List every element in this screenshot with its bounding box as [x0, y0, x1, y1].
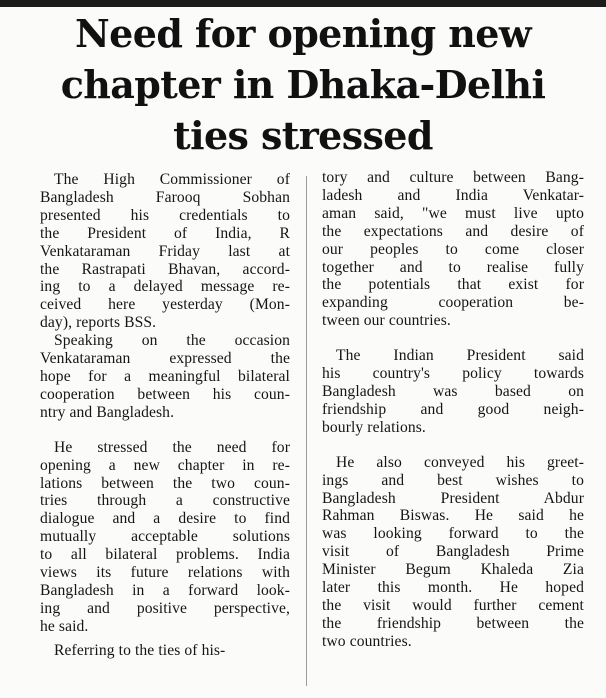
text-line: He also conveyed his greet-: [336, 453, 584, 471]
paragraph-occasion: [40, 332, 290, 422]
text-line: the expectations and desire of: [322, 222, 584, 240]
paragraph-history-culture: [322, 169, 584, 330]
text-line: day), reports BSS.: [40, 314, 157, 332]
text-line: He stressed the need for: [54, 438, 290, 456]
text-line: Bangladesh President Abdur: [322, 489, 584, 507]
text-line: dialogue and a desire to find: [40, 510, 290, 528]
text-line: Bangladesh Farooq Sobhan: [40, 188, 290, 206]
paragraph-policy: [322, 347, 584, 437]
text-line: later this month. He hoped: [322, 579, 584, 597]
paragraph-gap: [322, 330, 584, 347]
text-line: the Rastrapati Bhavan, accord-: [40, 260, 290, 278]
text-line: tween our countries.: [322, 312, 451, 330]
text-line: ntry and Bangladesh.: [40, 403, 175, 421]
text-line: to all bilateral problems. India: [40, 546, 290, 564]
text-line: ing and positive perspective,: [40, 599, 290, 617]
text-line: the President of India, R: [40, 224, 290, 242]
text-line: the visit would further cement: [322, 596, 584, 614]
text-line: was looking forward to the: [322, 525, 584, 543]
text-line: the friendship between the: [322, 614, 584, 632]
headline-line: Need for opening new: [75, 11, 531, 56]
text-line: tory and culture between Bang-: [322, 169, 584, 186]
paragraph-greetings: [322, 454, 584, 651]
text-line: ings and best wishes to: [322, 471, 584, 489]
text-line: he said.: [40, 617, 89, 635]
left-column: [40, 171, 290, 660]
headline-line: chapter in Dhaka-Delhi: [60, 62, 546, 107]
text-line: Speaking on the occasion: [54, 332, 290, 350]
text-line: Bangladesh in a forward look-: [40, 581, 290, 599]
text-line: bourly relations.: [322, 418, 426, 436]
text-line: presented his credentials to: [40, 206, 290, 224]
text-line: tries through a constructive: [40, 492, 290, 510]
headline: [0, 8, 606, 161]
text-line: lations between the two coun-: [40, 474, 290, 492]
right-column: [322, 169, 584, 651]
text-line: the potentials that exist for: [322, 276, 584, 294]
text-line: hope for a meaningful bilateral: [40, 367, 290, 385]
text-line: Venkataraman expressed the: [40, 350, 290, 368]
text-line: Bangladesh was based on: [322, 382, 584, 400]
text-line: Minister Begum Khaleda Zia: [322, 561, 584, 579]
paragraph-new-chapter: [40, 439, 290, 636]
text-line: cooperation between his coun-: [40, 385, 290, 403]
text-line: Rahman Biswas. He said he: [322, 507, 584, 525]
paragraph-gap: [40, 422, 290, 439]
headline-line: ties stressed: [173, 113, 433, 158]
text-line: visit of Bangladesh Prime: [322, 543, 584, 561]
paragraph-gap: [322, 437, 584, 454]
column-divider: [306, 176, 307, 686]
text-line: ceived here yesterday (Mon-: [40, 296, 290, 314]
text-line: The Indian President said: [336, 347, 584, 365]
text-line: aman said, "we must live upto: [322, 204, 584, 222]
text-line: Referring to the ties of his-: [54, 641, 226, 659]
text-line: our peoples to come closer: [322, 240, 584, 258]
text-line: The High Commissioner of: [54, 171, 290, 188]
text-line: two countries.: [322, 632, 412, 650]
text-line: expanding cooperation be-: [322, 294, 584, 312]
text-line: ing to a delayed message re-: [40, 278, 290, 296]
paragraph-referring: [40, 642, 290, 660]
text-line: ladesh and India Venkatar-: [322, 186, 584, 204]
text-line: opening a new chapter in re-: [40, 456, 290, 474]
paragraph-credentials: [40, 171, 290, 332]
text-line: together and to realise fully: [322, 258, 584, 276]
text-line: views its future relations with: [40, 564, 290, 582]
text-line: his country's policy towards: [322, 365, 584, 383]
text-line: Venkataraman Friday last at: [40, 242, 290, 260]
text-line: mutually acceptable solutions: [40, 528, 290, 546]
text-line: friendship and good neigh-: [322, 400, 584, 418]
top-rule: [0, 0, 606, 7]
